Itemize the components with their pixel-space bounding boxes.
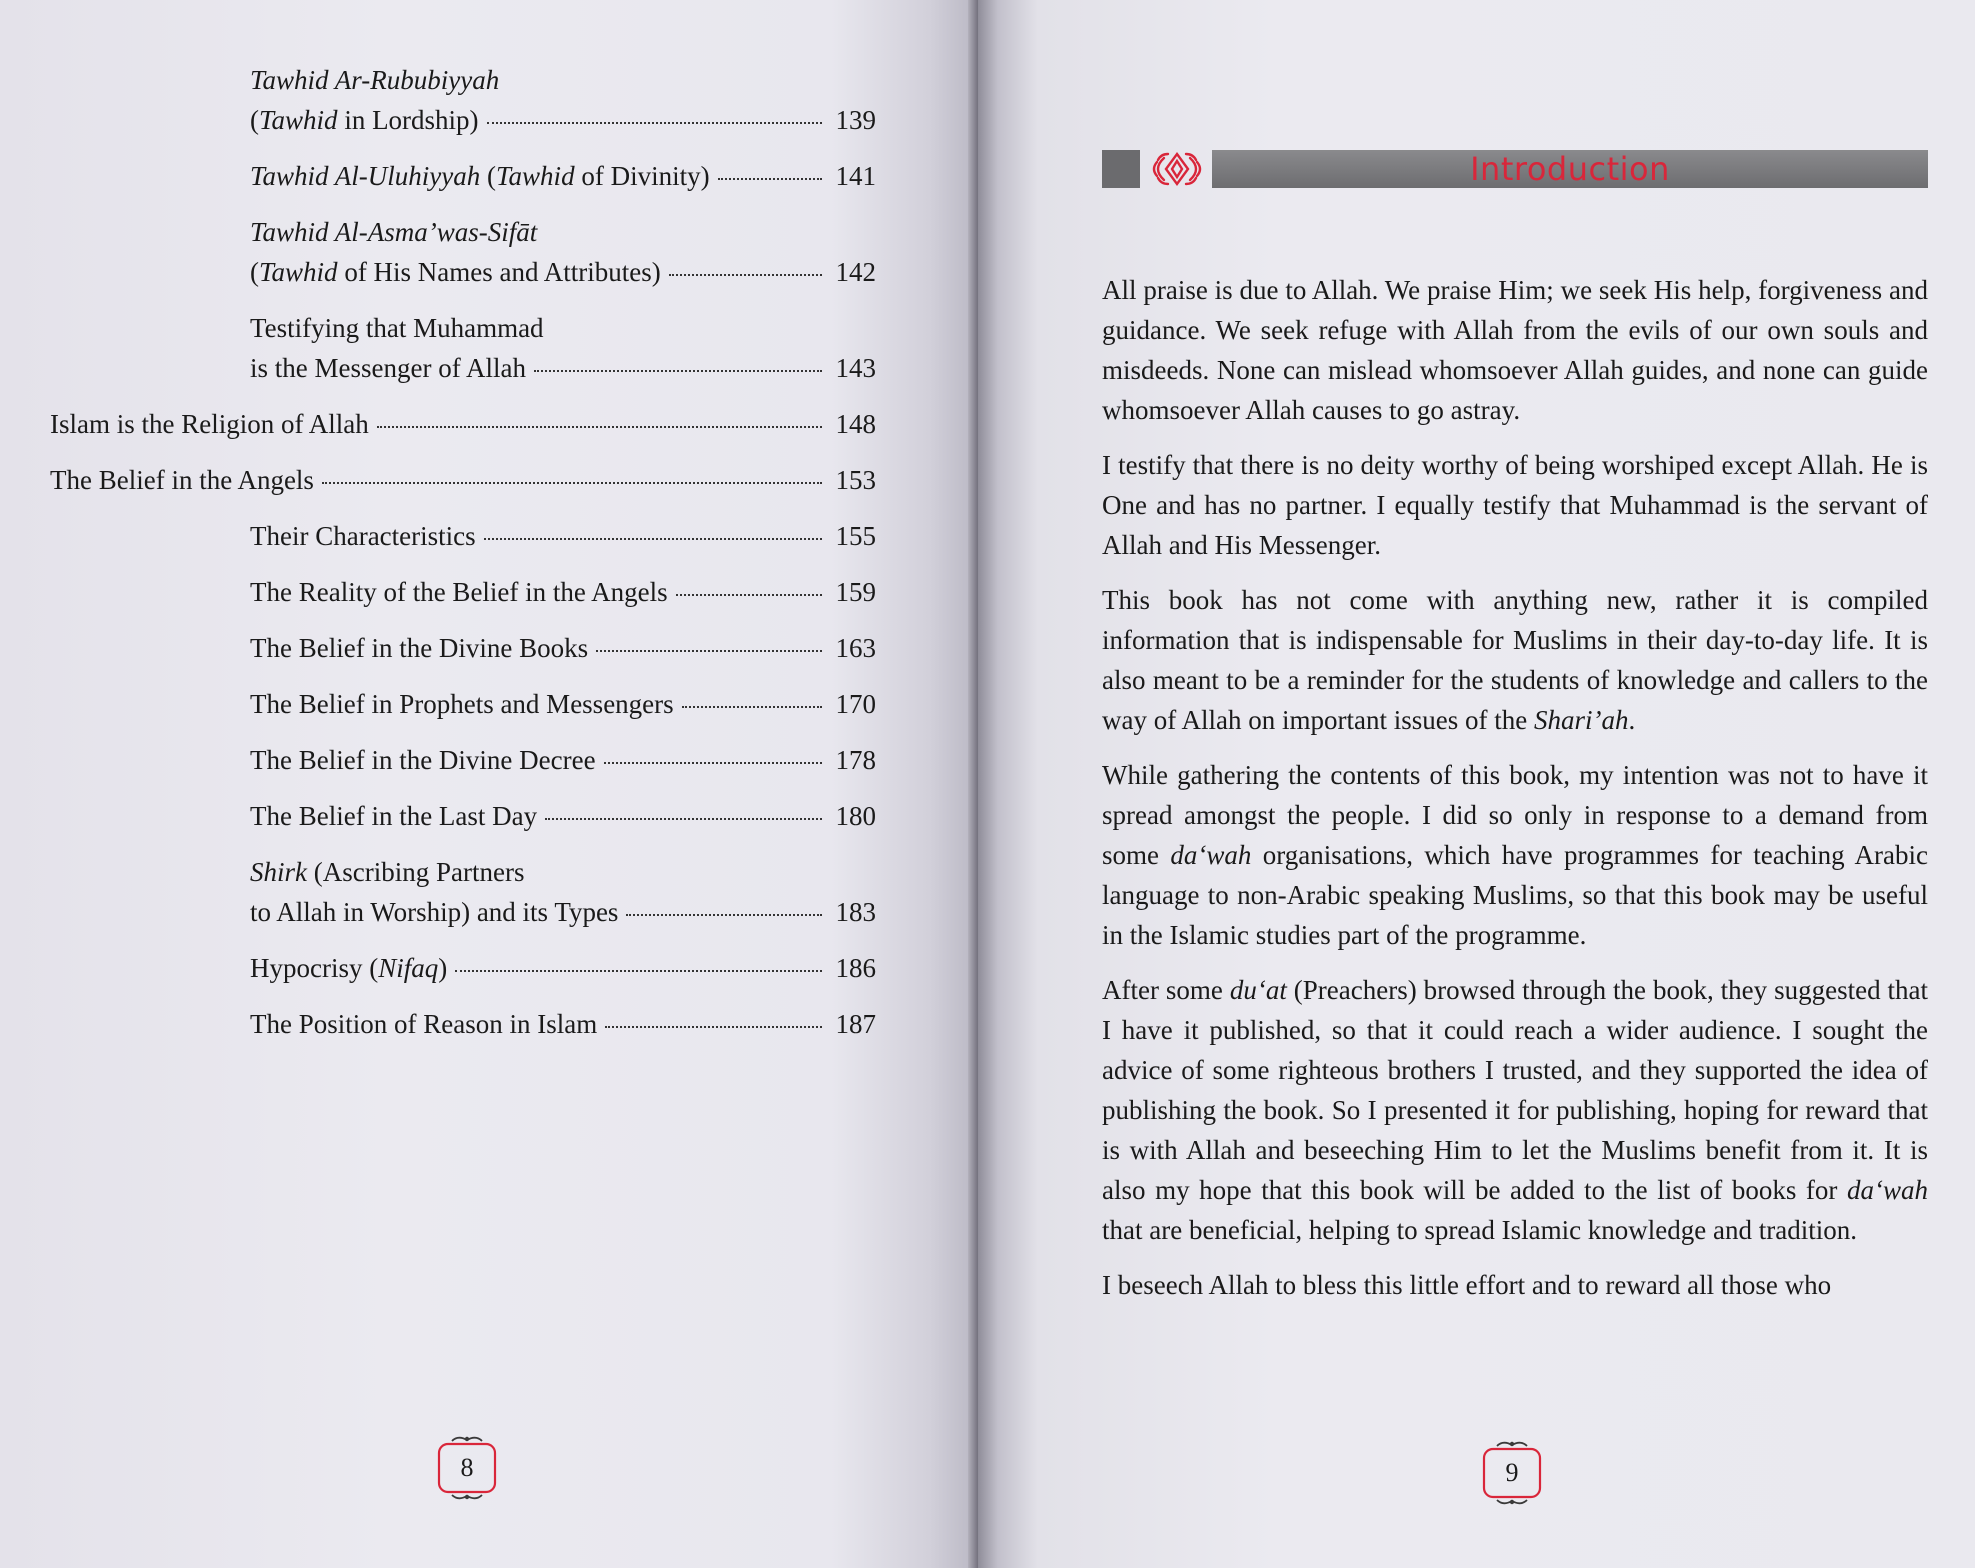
body-paragraph <box>1102 970 1928 1250</box>
toc-page-number: 155 <box>835 521 876 551</box>
toc-title <box>250 796 537 836</box>
toc-entry <box>50 460 876 500</box>
toc-page-number: 187 <box>835 1009 876 1039</box>
toc-line-with-page <box>250 156 876 196</box>
toc-leader-dots <box>487 122 822 124</box>
toc-title <box>250 628 588 668</box>
left-page <box>0 0 978 1568</box>
toc-entry <box>50 60 876 140</box>
toc-title <box>50 460 314 500</box>
toc-entry <box>50 404 876 444</box>
text-run: The Belief in the Angels <box>50 465 314 495</box>
text-run: of His Names and Attributes) <box>337 257 661 287</box>
text-run: . <box>1628 705 1636 735</box>
toc-title <box>250 684 674 724</box>
table-of-contents <box>50 60 876 1060</box>
text-run: Hypocrisy ( <box>250 953 379 983</box>
toc-entry <box>50 684 876 724</box>
toc-page-number: 163 <box>835 633 876 663</box>
italic-text: da‘wah <box>1170 840 1252 870</box>
text-run: ) <box>438 953 448 983</box>
italic-text: Tawhid Ar-Rububiyyah <box>250 65 500 95</box>
toc-leader-dots <box>322 482 822 484</box>
text-run: of Divinity) <box>574 161 710 191</box>
toc-entry <box>50 740 876 780</box>
page-number-text: 9 <box>1505 1458 1519 1487</box>
toc-page-number: 153 <box>835 465 876 495</box>
toc-page-number: 143 <box>835 353 876 383</box>
toc-entry <box>50 796 876 836</box>
chapter-heading <box>1102 148 1928 190</box>
toc-line-with-page <box>50 404 876 444</box>
italic-text: Tawhid <box>259 105 338 135</box>
toc-leader-dots <box>676 594 822 596</box>
toc-page-number: 139 <box>835 105 876 135</box>
italic-text: da‘wah <box>1847 1175 1928 1205</box>
toc-leader-dots <box>718 178 822 180</box>
toc-leader-dots <box>377 426 822 428</box>
body-paragraph <box>1102 1265 1928 1305</box>
toc-page-number: 142 <box>835 257 876 287</box>
toc-line-with-page <box>50 460 876 500</box>
text-run: This book has not come with anything new, rather it is compiled information that is indispensable for Muslims in their day-to-day life. It is also meant to be a reminder for the students of knowledge and callers to the way of Allah on important issues of the <box>1102 585 1928 735</box>
text-run: (Preachers) browsed through the book, they suggested that I have it published, so that it could reach a wider audience. I sought the advice of some righteous brothers I trusted, and they supported the idea of publishing the book. So I presented it for publishing, hoping for reward that is with Allah and beseeching Him to let the Muslims benefit from it. It is also my hope that this book will be added to the list of books for <box>1102 975 1928 1205</box>
toc-line-with-page <box>250 628 876 668</box>
text-run: The Belief in the Last Day <box>250 801 538 831</box>
toc-leader-dots <box>626 914 822 916</box>
toc-line-with-page <box>250 572 876 612</box>
toc-title <box>250 572 668 612</box>
text-run: that are beneficial, helping to spread Islamic knowledge and tradition. <box>1102 1215 1857 1245</box>
toc-title-line <box>250 60 876 100</box>
text-run: Islam is the Religion of Allah <box>50 409 369 439</box>
toc-entry <box>50 572 876 612</box>
toc-title <box>250 740 596 780</box>
toc-page-number: 180 <box>835 801 876 831</box>
toc-leader-dots <box>596 650 822 652</box>
body-paragraph <box>1102 445 1928 565</box>
toc-title <box>250 892 618 932</box>
heading-square <box>1102 150 1140 188</box>
toc-page-number: 170 <box>835 689 876 719</box>
toc-title-line <box>250 308 876 348</box>
text-run: organisations, which have programmes for teaching Arabic language to non-Arabic speaking Muslims, so that this book may be useful in the Islamic studies part of the programme. <box>1102 840 1929 950</box>
body-paragraph <box>1102 580 1928 740</box>
page-number-text: 8 <box>460 1453 474 1482</box>
toc-leader-dots <box>669 274 822 276</box>
body-paragraph <box>1102 270 1928 430</box>
page-number-right <box>1479 1437 1545 1509</box>
toc-line-with-page <box>250 252 876 292</box>
toc-leader-dots <box>605 1026 822 1028</box>
toc-title <box>250 252 661 292</box>
text-run: I beseech Allah to bless this little effort and to reward all those who <box>1102 1270 1832 1300</box>
italic-text: Tawhid <box>496 161 575 191</box>
toc-title <box>250 100 479 140</box>
toc-line-with-page <box>250 684 876 724</box>
toc-page-number: 183 <box>835 897 876 927</box>
text-run: ( <box>250 257 259 287</box>
text-run: All praise is due to Allah. We praise Him; we seek His help, forgiveness and guidance. We seek refuge with Allah from the evils of our own souls and misdeeds. None can mislead whomsoever Allah guides, and none can guide whomsoever Allah causes to go astray. <box>1102 275 1928 425</box>
page-number-left <box>434 1432 500 1504</box>
toc-entry <box>50 516 876 556</box>
italic-text: Shirk <box>250 857 307 887</box>
toc-title <box>250 516 476 556</box>
toc-entry <box>50 1004 876 1044</box>
text-run: I testify that there is no deity worthy of being worshiped except Allah. He is One and has no partner. I equally testify that Muhammad is the servant of Allah and His Messenger. <box>1102 450 1928 560</box>
toc-page-number: 186 <box>835 953 876 983</box>
toc-title <box>250 1004 597 1044</box>
toc-title <box>250 348 526 388</box>
toc-entry <box>50 628 876 668</box>
heading-title: Introduction <box>1470 150 1670 188</box>
text-run: (Ascribing Partners <box>307 857 525 887</box>
toc-leader-dots <box>455 970 822 972</box>
toc-entry <box>50 308 876 388</box>
toc-title <box>250 948 447 988</box>
text-run: to Allah in Worship) and its Types <box>250 897 619 927</box>
text-run: The Belief in Prophets and Messengers <box>250 689 674 719</box>
toc-page-number: 178 <box>835 745 876 775</box>
toc-page-number: 148 <box>835 409 876 439</box>
toc-leader-dots <box>604 762 822 764</box>
toc-title-line <box>250 212 876 252</box>
toc-page-number: 141 <box>835 161 876 191</box>
toc-entry <box>50 212 876 292</box>
text-run: Testifying that Muhammad <box>250 313 544 343</box>
toc-page-number: 159 <box>835 577 876 607</box>
italic-text: Tawhid <box>259 257 338 287</box>
text-run: The Belief in the Divine Books <box>250 633 589 663</box>
toc-leader-dots <box>545 818 822 820</box>
text-run: The Reality of the Belief in the Angels <box>250 577 668 607</box>
text-run: The Belief in the Divine Decree <box>250 745 596 775</box>
toc-entry <box>50 156 876 196</box>
italic-text: Shari’ah <box>1533 705 1629 735</box>
text-run: The Position of Reason in Islam <box>250 1009 598 1039</box>
toc-line-with-page <box>250 740 876 780</box>
toc-entry <box>50 948 876 988</box>
toc-line-with-page <box>250 516 876 556</box>
italic-text: du‘at <box>1229 975 1287 1005</box>
italic-text: Nifaq <box>378 953 439 983</box>
text-run: ( <box>250 105 259 135</box>
heading-band <box>1212 150 1928 188</box>
text-run: While gathering the contents of this book, my intention was not to have it spread amongst the people. I did so only in response to a demand from some <box>1102 760 1928 870</box>
toc-leader-dots <box>682 706 822 708</box>
arabesque-ornament-icon <box>1148 148 1206 190</box>
body-paragraph <box>1102 755 1928 955</box>
toc-line-with-page <box>250 892 876 932</box>
text-run: in Lordship) <box>337 105 479 135</box>
text-run: Their Characteristics <box>250 521 476 551</box>
toc-leader-dots <box>534 370 822 372</box>
toc-title-line <box>250 852 876 892</box>
italic-text: Tawhid Al-Asma’was-Sifāt <box>250 217 538 247</box>
italic-text: Tawhid Al-Uluhiyyah <box>250 161 481 191</box>
toc-line-with-page <box>250 796 876 836</box>
text-run: After some <box>1102 975 1230 1005</box>
text-run: is the Messenger of Allah <box>250 353 526 383</box>
toc-leader-dots <box>484 538 822 540</box>
text-run: ( <box>480 161 497 191</box>
toc-line-with-page <box>250 1004 876 1044</box>
toc-line-with-page <box>250 948 876 988</box>
toc-title <box>50 404 369 444</box>
introduction-body <box>1102 270 1928 1320</box>
toc-line-with-page <box>250 348 876 388</box>
toc-entry <box>50 852 876 932</box>
toc-line-with-page <box>250 100 876 140</box>
toc-title <box>250 156 710 196</box>
